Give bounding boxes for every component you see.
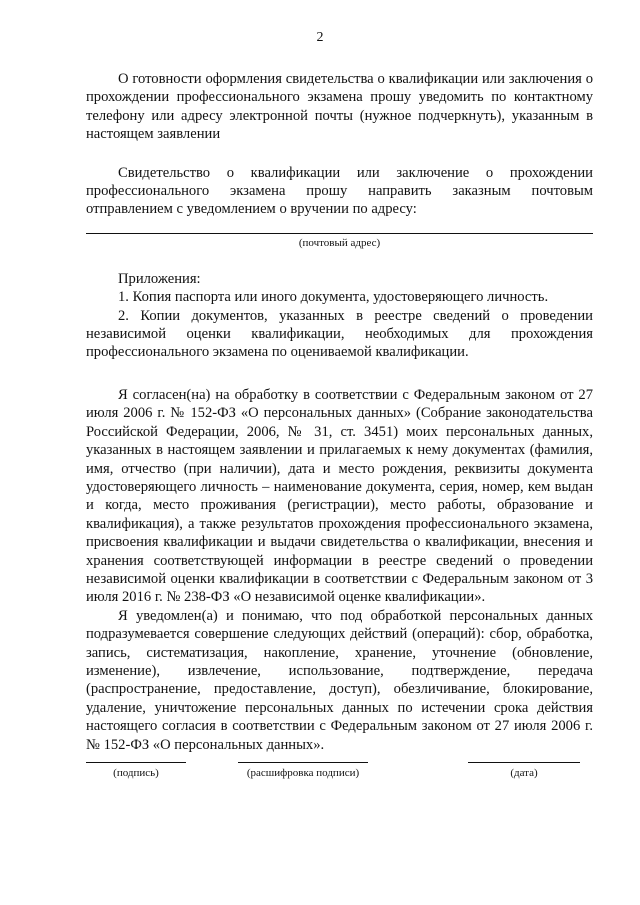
signature-caption: (подпись)	[113, 767, 159, 779]
postal-address-line	[86, 233, 593, 234]
consent-paragraph: Я согласен(на) на обработку в соответствии с Федеральным законом от 27 июля 2006 г. № 152-ФЗ «О персональных данных» (Собрание законодательства Российской Федерации, 2006, № 31, ст. 3451) моих персональных данных, указанных в настоящем заявлении и прилагаемых к нему документах (фамилия, имя, отчество (при наличии), дата и место рождения, реквизиты документа удостоверяющего личность – наименование документа, серия, номер, кем выдан и когда, место проживания (регистрации), место работы, образование и квалификация), а также результатов прохождения профессионального экзамена, присвоения квалификации и выдачи свидетельства о квалификации, внесения и хранения соответствующей информации в реестре сведений о проведении независимой оценки квалификации в соответствии с Федеральным законом от 3 июля 2016 г. № 238-ФЗ «О независимой оценке квалификации».	[86, 386, 593, 606]
attachment-item-1: 1. Копия паспорта или иного документа, удостоверяющего личность.	[118, 289, 549, 306]
notice-paragraph: Я уведомлен(а) и понимаю, что под обработкой персональных данных подразумевается совершение следующих действий (операций): сбор, обработка, запись, систематизация, накопление, хранение, уточнение (обновление, изменение), извлечение, использование, подтверждение, передача (распространение, предоставление, доступ), обезличивание, блокирование, удаление, уничтожение персональных данных по истечении срока действия настоящего согласия в соответствии с Федеральным законом от 27 июля 2006 г. № 152-ФЗ «О персональных данных».	[86, 607, 593, 753]
notification-paragraph: О готовности оформления свидетельства о квалификации или заключения о прохождении профессионального экзамена прошу уведомить по контактному телефону или адресу электронной почты (нужное подчеркнуть), указанным в настоящем заявлении	[86, 71, 593, 143]
attachment-item-2: 2. Копии документов, указанных в реестре сведений о проведении независимой оценки квалификации, необходимых для прохождения профессионального экзамена по оцениваемой квалификации.	[86, 307, 593, 361]
postal-address-caption: (почтовый адрес)	[298, 236, 381, 249]
page-number: 2	[316, 30, 324, 45]
signature-field	[86, 762, 186, 780]
signature-decoding-field	[238, 762, 368, 780]
attachments-title: Приложения:	[118, 270, 201, 287]
delivery-paragraph: Свидетельство о квалификации или заключение о прохождении профессионального экзамена прошу направить заказным почтовым отправлением с уведомлением о вручении по адресу:	[86, 164, 593, 218]
document-body	[86, 70, 593, 754]
date-field	[468, 762, 580, 780]
signature-decoding-caption: (расшифровка подписи)	[246, 767, 360, 779]
date-caption: (дата)	[510, 767, 538, 779]
